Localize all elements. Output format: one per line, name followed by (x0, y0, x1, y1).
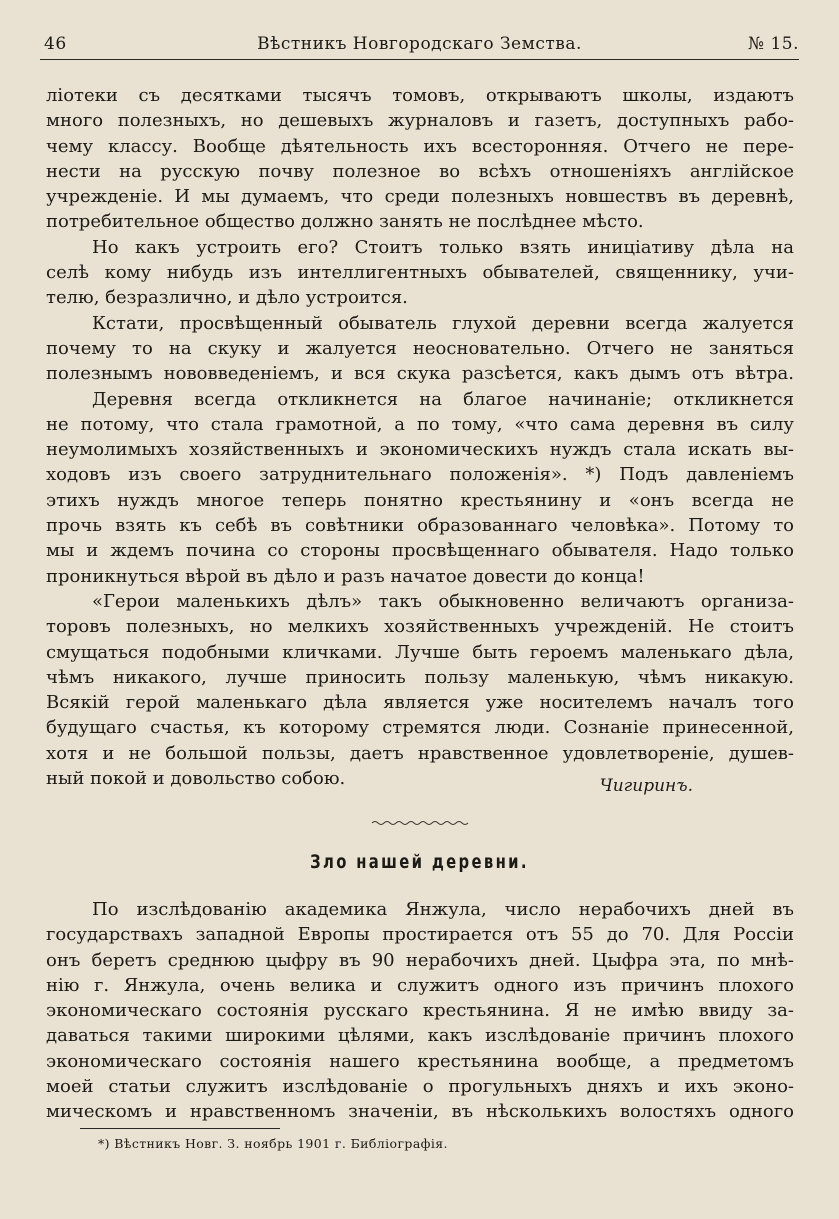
text-line: государствахъ западной Европы простирается отъ 55 до 70. Для Россіи (46, 924, 794, 946)
text-line: ліотеки съ десятками тысячъ томовъ, открываютъ школы, издаютъ (46, 85, 794, 106)
text-line: учрежденіе. И мы думаемъ, что среди полезныхъ новшествъ въ деревнѣ, (46, 186, 794, 208)
text-line: полезнымъ нововведеніемъ, и вся скука разсѣется, какъ дымъ отъ вѣтра. (46, 363, 794, 385)
text-line: нію г. Янжула, очень велика и служитъ одного изъ причинъ плохого (46, 974, 794, 996)
text-line: селѣ кому нибудь изъ интеллигентныхъ обывателей, священнику, учи- (46, 262, 794, 284)
text-line: смущаться подобными кличками. Лучше быть героемъ маленькаго дѣла, (46, 641, 794, 663)
text-line: мы и ждемъ почина со стороны просвѣщеннаго обывателя. Надо только (46, 540, 794, 562)
text-line: «Герои маленькихъ дѣлъ» такъ обыкновенно величаютъ организа- (92, 590, 794, 612)
footnote-rule (80, 1128, 280, 1129)
text-line: экономическаго состоянія нашего крестьянина вообще, а предметомъ (46, 1050, 794, 1072)
text-line: много полезныхъ, но дешевыхъ журналовъ и газетъ, доступныхъ рабо- (46, 110, 794, 132)
article-title: Зло нашей деревни. (310, 851, 529, 873)
text-line: ходовъ изъ своего затруднительнаго положенія». *) Подъ давленіемъ (46, 464, 794, 486)
text-line: хотя и не большой пользы, даетъ нравственное удовлетвореніе, душев- (46, 742, 794, 764)
text-line: ный покой и довольство собою. (46, 768, 346, 790)
new-article-body (46, 897, 794, 1125)
text-line: чѣмъ никакого, лучше приносить пользу маленькую, чѣмъ никакую. (46, 666, 794, 688)
text-line: Кстати, просвѣщенный обыватель глухой деревни всегда жалуется (92, 312, 794, 334)
text-line: этихъ нуждъ многое теперь понятно крестьянину и «онъ всегда не (46, 489, 794, 511)
text-line: Деревня всегда откликнется на благое начинаніе; откликнется (92, 388, 794, 410)
page-header (40, 34, 799, 58)
page-number: 46 (44, 34, 67, 54)
text-line: Всякій герой маленькаго дѣла является уже носителемъ началъ того (46, 692, 794, 714)
text-line: моей статьи служитъ изслѣдованіе о прогульныхъ дняхъ и ихъ эконо- (46, 1076, 794, 1098)
text-line: неумолимыхъ хозяйственныхъ и экономическихъ нуждъ стала искать вы- (46, 439, 794, 461)
author-signature: Чигиринъ. (599, 776, 693, 796)
text-line: Но какъ устроить его? Стоитъ только взять иниціативу дѣла на (92, 236, 794, 258)
running-title: Вѣстникъ Новгородскаго Земства. (257, 34, 582, 54)
text-line: экономическаго состоянія русскаго крестьянина. Я не имѣю ввиду за- (46, 1000, 794, 1022)
text-line: проникнуться вѣрой въ дѣло и разъ начатое довести до конца! (46, 565, 645, 587)
text-line: нести на русскую почву полезное во всѣхъ отношеніяхъ англійское (46, 160, 794, 182)
text-line: чему классу. Вообще дѣятельность ихъ всесторонняя. Отчего не пере- (46, 135, 794, 157)
text-line: торовъ полезныхъ, но мелкихъ хозяйственныхъ учрежденій. Не стоитъ (46, 616, 794, 638)
article-continuation (46, 83, 794, 791)
text-line: По изслѣдованію академика Янжула, число нерабочихъ дней въ (92, 899, 794, 920)
text-line: будущаго счастья, къ которому стремятся люди. Сознаніе принесенной, (46, 717, 794, 739)
text-line: мическомъ и нравственномъ значеніи, въ нѣсколькихъ волостяхъ одного (46, 1101, 794, 1123)
text-line: не потому, что стала грамотной, а по тому, «что сама деревня въ силу (46, 413, 794, 435)
text-line: телю, безразлично, и дѣло устроится. (46, 287, 408, 309)
issue-number: № 15. (747, 34, 799, 54)
text-line: почему то на скуку и жалуется неосновательно. Отчего не заняться (46, 337, 794, 359)
text-line: онъ беретъ среднюю цыфру въ 90 нерабочихъ дней. Цыфра эта, по мнѣ- (46, 949, 794, 971)
header-rule (40, 59, 799, 60)
text-line: потребительное общество должно занять не послѣднее мѣсто. (46, 211, 644, 233)
text-line: прочь взять къ себѣ въ совѣтники образованнаго человѣка». Потому то (46, 515, 794, 537)
footnote: *) Вѣстникъ Новг. З. ноябрь 1901 г. Библіографія. (98, 1136, 448, 1151)
section-divider-ornament (370, 818, 470, 828)
text-line: даваться такими широкими цѣлями, какъ изслѣдованіе причинъ плохого (46, 1025, 794, 1047)
